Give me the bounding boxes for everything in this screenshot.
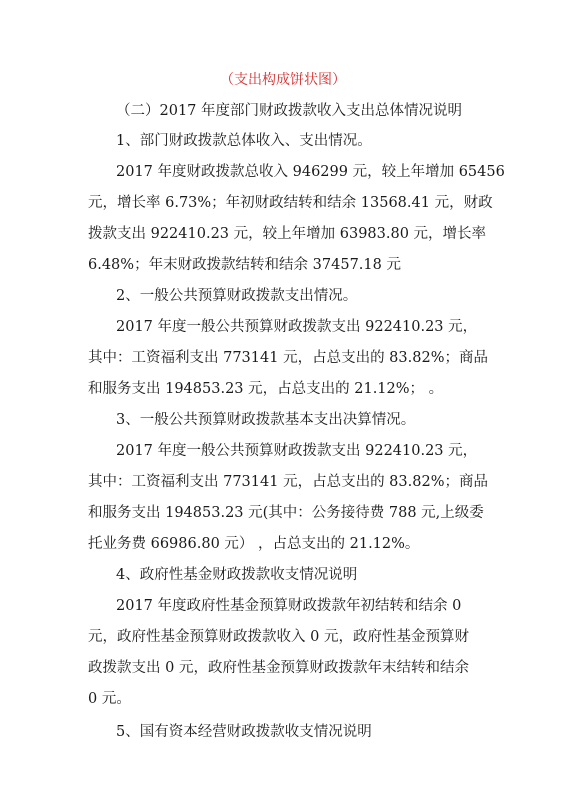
- item-heading: 1、部门财政拨款总体收入、支出情况。: [116, 133, 372, 149]
- paragraph-line: 元，政府性基金预算财政拨款收入 0 元，政府性基金预算财: [88, 629, 469, 645]
- paragraph-line: 政拨款支出 0 元，政府性基金预算财政拨款年末结转和结余: [88, 660, 469, 676]
- item-heading: 2、一般公共预算财政拨款支出情况。: [116, 288, 358, 304]
- paragraph-line: 2017 年度财政拨款总收入 946299 元，较上年增加 65456: [116, 164, 505, 180]
- paragraph-line: 2017 年度一般公共预算财政拨款支出 922410.23 元，: [116, 319, 478, 335]
- paragraph-line: 2017 年度一般公共预算财政拨款支出 922410.23 元，: [116, 443, 478, 459]
- paragraph-line: 其中：工资福利支出 773141 元，占总支出的 83.82%；商品: [88, 350, 488, 366]
- chart-caption: （支出构成饼状图）: [220, 72, 346, 88]
- paragraph-line: 其中：工资福利支出 773141 元，占总支出的 83.82%；商品: [88, 474, 488, 490]
- item-heading: 3、一般公共预算财政拨款基本支出决算情况。: [116, 412, 416, 428]
- paragraph-line: 6.48%；年末财政拨款结转和结余 37457.18 元: [88, 257, 401, 273]
- section-heading: （二）2017 年度部门财政拨款收入支出总体情况说明: [116, 103, 463, 119]
- item-heading: 4、政府性基金财政拨款收支情况说明: [116, 567, 358, 583]
- paragraph-line: 2017 年度政府性基金预算财政拨款年初结转和结余 0: [116, 598, 462, 614]
- paragraph-line: 托业务费 66986.80 元） ，占总支出的 21.12%。: [88, 536, 420, 552]
- paragraph-line: 和服务支出 194853.23 元(其中：公务接待费 788 元,上级委: [88, 505, 484, 521]
- paragraph-line: 拨款支出 922410.23 元，较上年增加 63983.80 元，增长率: [88, 226, 487, 242]
- paragraph-line: 0 元。: [88, 691, 131, 707]
- item-heading: 5、国有资本经营财政拨款收支情况说明: [116, 724, 372, 740]
- paragraph-line: 和服务支出 194853.23 元，占总支出的 21.12%； 。: [88, 381, 444, 397]
- paragraph-line: 元，增长率 6.73%；年初财政结转和结余 13568.41 元，财政: [88, 195, 493, 211]
